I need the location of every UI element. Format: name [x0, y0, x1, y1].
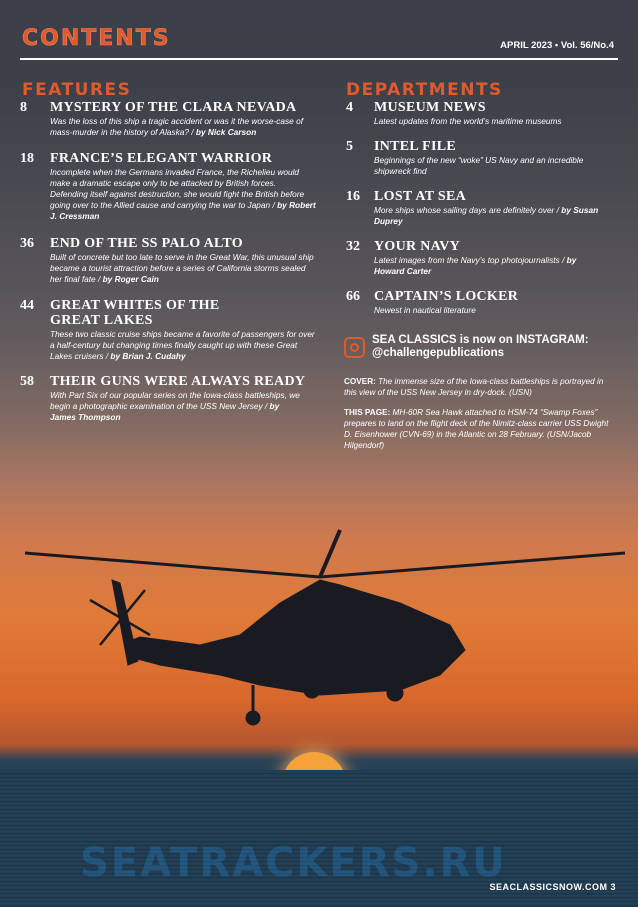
byline: by Susan Duprey — [374, 205, 599, 226]
page-number: 66 — [346, 289, 360, 304]
department-description: Beginnings of the new “woke” US Navy and an incredible shipwreck find — [374, 155, 584, 176]
article-description: These two classic cruise ships became a favorite of passengers for over a half-century but changing times finally caught up with these Great Lakes cruisers / by Brian J. Cudahy — [50, 329, 315, 361]
department-entry[interactable] — [346, 239, 618, 277]
page-text: MH-60R Sea Hawk attached to HSM-74 “Swamp Foxes” prepares to land on the flight deck of the Nimitz-class carrier USS Dwight D. Eisenhower (CVN-69) in the Atlantic on 28 February. (USN/Jacob Hilgendorf) — [344, 408, 609, 450]
page-number: 32 — [346, 239, 360, 254]
helicopter-silhouette — [20, 525, 630, 735]
department-description: More ships whose sailing days are definitely over / by Susan Duprey — [374, 205, 599, 226]
page-number: 58 — [20, 374, 34, 389]
watermark: SEATRACKERS.RU — [80, 840, 507, 886]
department-entry[interactable] — [346, 189, 618, 227]
department-title: INTEL FILE — [374, 139, 456, 154]
department-entry[interactable] — [346, 139, 618, 177]
contents-title: CONTENTS — [22, 26, 171, 51]
department-description: Latest updates from the world’s maritime museums — [374, 116, 562, 126]
byline: by Nick Carson — [195, 127, 257, 137]
page-number: 36 — [20, 236, 34, 251]
department-title: YOUR NAVY — [374, 239, 461, 254]
feature-entry[interactable] — [20, 236, 316, 285]
article-title: GREAT WHITES OF THE GREAT LAKES — [50, 298, 220, 328]
header-rule — [20, 58, 618, 60]
feature-entry[interactable] — [20, 151, 316, 222]
department-entry[interactable] — [346, 289, 618, 316]
article-title: MYSTERY OF THE CLARA NEVADA — [50, 100, 297, 115]
instagram-handle[interactable]: @challengepublications — [372, 347, 504, 359]
page-number: 5 — [346, 139, 353, 154]
page-label: THIS PAGE: — [344, 408, 391, 417]
page-number: 8 — [20, 100, 27, 115]
page-note — [344, 407, 618, 451]
page-number: 16 — [346, 189, 360, 204]
article-title: THEIR GUNS WERE ALWAYS READY — [50, 374, 306, 389]
instagram-icon — [344, 337, 365, 358]
article-title: FRANCE’S ELEGANT WARRIOR — [50, 151, 273, 166]
departments-heading: DEPARTMENTS — [346, 80, 503, 100]
department-description: Newest in nautical literature — [374, 305, 476, 315]
page-number: 4 — [346, 100, 353, 115]
instagram-line1: SEA CLASSICS is now on INSTAGRAM: — [372, 334, 589, 346]
page-number: 18 — [20, 151, 34, 166]
page-number-footer: 3 — [610, 882, 616, 892]
department-title: CAPTAIN’S LOCKER — [374, 289, 519, 304]
article-description: With Part Six of our popular series on the Iowa-class battleships, we begin a photographic examination of the USS New Jersey / by James Thompson — [50, 390, 300, 422]
article-description: Incomplete when the Germans invaded France, the Richelieu would make a dramatic escape only to be attacked by British forces. Defending itself against destruction, she would fight the British before going over to the Allied cause and carrying the war to Japan / by Robert J. Cressman — [50, 167, 316, 221]
byline: by Brian J. Cudahy — [110, 351, 186, 361]
article-description: Built of concrete but too late to serve in the Great War, this unusual ship became a tourist attraction before a series of California storms sealed her final fate / by Roger Cain — [50, 252, 314, 284]
department-title: MUSEUM NEWS — [374, 100, 486, 115]
feature-entry[interactable] — [20, 100, 316, 138]
byline: by Howard Carter — [374, 255, 577, 276]
department-title: LOST AT SEA — [374, 189, 467, 204]
feature-entry[interactable] — [20, 298, 316, 362]
department-entry[interactable] — [346, 100, 618, 127]
byline: by James Thompson — [50, 401, 280, 422]
cover-label: COVER: — [344, 377, 376, 386]
website-url[interactable]: SEACLASSICSNOW.COM — [489, 882, 608, 892]
cover-text: The immense size of the Iowa-class battleships is portrayed in this view of the USS New Jersey in dry-dock. (USN) — [344, 377, 604, 397]
features-heading: FEATURES — [22, 80, 132, 100]
page-footer — [489, 882, 616, 892]
feature-entry[interactable] — [20, 374, 316, 423]
byline: by Robert J. Cressman — [50, 200, 316, 221]
article-title: END OF THE SS PALO ALTO — [50, 236, 243, 251]
department-description: Latest images from the Navy’s top photojournalists / by Howard Carter — [374, 255, 577, 276]
page-number: 44 — [20, 298, 34, 313]
article-description: Was the loss of this ship a tragic accident or was it the worse-case of mass-murder in the history of Alaska? / by Nick Carson — [50, 116, 304, 137]
byline: by Roger Cain — [102, 274, 159, 284]
issue-date: APRIL 2023 • Vol. 56/No.4 — [500, 40, 614, 51]
cover-note — [344, 376, 618, 398]
